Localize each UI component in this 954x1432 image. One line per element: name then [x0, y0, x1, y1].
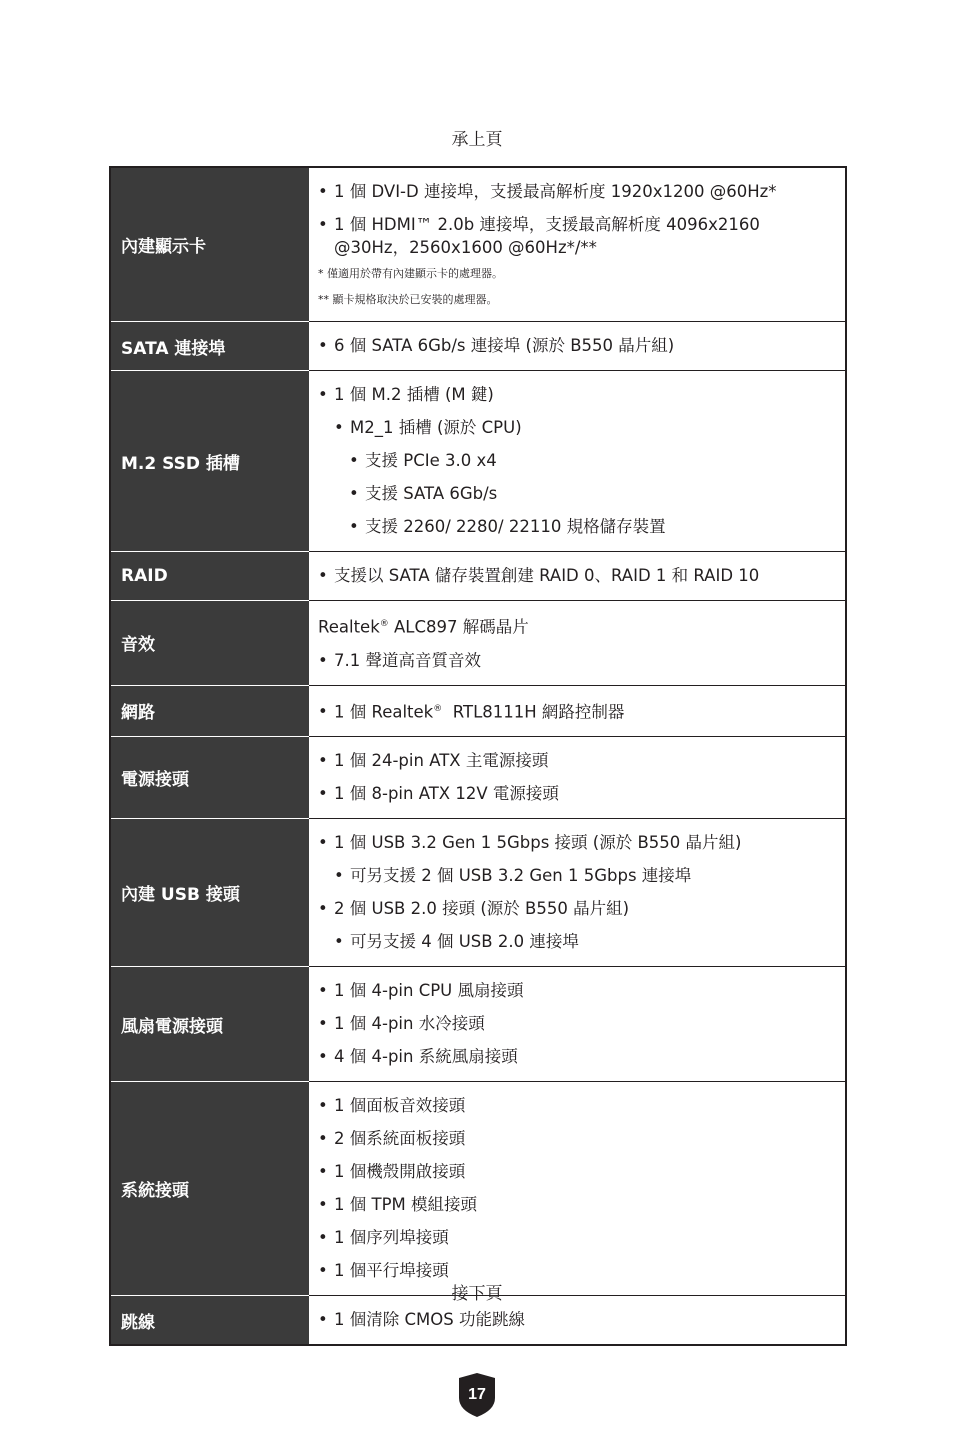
list-item: 支援以 SATA 儲存裝置創建 RAID 0、RAID 1 和 RAID 10	[334, 566, 760, 585]
list-item: 可另支援 4 個 USB 2.0 連接埠	[350, 932, 579, 951]
continued-from-previous: 承上頁	[451, 130, 503, 150]
list-item: 1 個 HDMI™ 2.0b 連接埠，支援最高解析度 4096x2160	[334, 215, 760, 234]
list-item: 1 個 4-pin CPU 風扇接頭	[334, 981, 524, 1000]
list-item: 1 個清除 CMOS 功能跳線	[334, 1310, 525, 1329]
spec-row-power	[110, 737, 846, 819]
spec-row-fan	[110, 967, 846, 1082]
row-label: RAID	[110, 552, 309, 601]
row-label: M.2 SSD 插槽	[110, 371, 309, 552]
list-item: M2_1 插槽 (源於 CPU)	[350, 418, 522, 437]
row-value: • 1 個清除 CMOS 功能跳線	[318, 1310, 525, 1329]
spec-row-graphics	[110, 167, 846, 322]
row-value: • 6 個 SATA 6Gb/s 連接埠 (源於 B550 晶片組)	[309, 322, 846, 371]
list-item: 1 個 8-pin ATX 12V 電源接頭	[334, 784, 559, 803]
list-item: 4 個 4-pin 系統風扇接頭	[334, 1047, 518, 1066]
row-label: 電源接頭	[110, 737, 309, 819]
spec-table	[109, 166, 847, 1346]
row-label: 內建顯示卡	[110, 167, 309, 322]
list-item: 6 個 SATA 6Gb/s 連接埠 (源於 B550 晶片組)	[334, 336, 675, 355]
spec-row-raid	[110, 552, 846, 601]
audio-codec: Realtek® ALC897 解碼晶片	[318, 617, 529, 637]
list-item: 1 個機殼開啟接頭	[334, 1162, 466, 1181]
row-value: • 1 個 4-pin CPU 風扇接頭 • 1 個 4-pin 水冷接頭 • 4 個 4-pin 系統風扇接頭	[309, 967, 846, 1082]
footnote: * 僅適用於帶有內建顯示卡的處理器。	[318, 267, 503, 280]
list-item: 1 個序列埠接頭	[334, 1228, 449, 1247]
list-item: 2 個系統面板接頭	[334, 1129, 466, 1148]
list-item: 1 個 4-pin 水冷接頭	[334, 1014, 485, 1033]
spec-row-system	[110, 1082, 846, 1296]
list-item: 1 個面板音效接頭	[334, 1096, 466, 1115]
row-value: • 1 個 DVI-D 連接埠，支援最高解析度 1920x1200 @60Hz* • 1 個 HDMI™ 2.0b 連接埠，支援最高解析度 4096x2160 @30Hz，2560x1600 @60Hz*/** * 僅適用於帶有內建顯示卡的處理器。 ** 顯卡規格取決於已安裝的處理器。	[309, 167, 846, 322]
footnote: ** 顯卡規格取決於已安裝的處理器。	[318, 293, 498, 306]
row-value: • 1 個 Realtek® RTL8111H 網路控制器	[309, 685, 846, 737]
spec-row-usb	[110, 819, 846, 967]
page-number-badge	[457, 1372, 497, 1418]
row-label: 音效	[110, 601, 309, 686]
row-label: 系統接頭	[110, 1082, 309, 1296]
list-item: 支援 SATA 6Gb/s	[365, 484, 498, 503]
list-item: 1 個 M.2 插槽 (M 鍵)	[334, 385, 494, 404]
row-label: 網路	[110, 685, 309, 737]
row-value: • 1 個面板音效接頭 • 2 個系統面板接頭 • 1 個機殼開啟接頭 • 1 個 TPM 模組接頭 • 1 個序列埠接頭 • 1 個平行埠接頭	[309, 1082, 846, 1296]
row-value: • 1 個 M.2 插槽 (M 鍵) • M2_1 插槽 (源於 CPU) • 支援 PCIe 3.0 x4 • 支援 SATA 6Gb/s • 支援 2260/ 2280/ 22110 規格儲存裝置	[309, 371, 846, 552]
list-item: 支援 2260/ 2280/ 22110 規格儲存裝置	[365, 517, 666, 536]
list-item: 1 個 USB 3.2 Gen 1 5Gbps 接頭 (源於 B550 晶片組)	[334, 833, 742, 852]
row-label: SATA 連接埠	[110, 322, 309, 371]
spec-row-audio	[110, 601, 846, 686]
list-item: 1 個 24-pin ATX 主電源接頭	[334, 751, 549, 770]
spec-row-sata	[110, 322, 846, 371]
page-number: 17	[468, 1386, 486, 1403]
list-item-continued: @30Hz，2560x1600 @60Hz*/**	[334, 238, 597, 257]
row-label: 跳線	[110, 1296, 309, 1346]
row-label: 內建 USB 接頭	[110, 819, 309, 967]
continued-on-next: 接下頁	[451, 1284, 503, 1304]
row-label: 風扇電源接頭	[110, 967, 309, 1082]
list-item: 1 個 TPM 模組接頭	[334, 1195, 477, 1214]
list-item: 可另支援 2 個 USB 3.2 Gen 1 5Gbps 連接埠	[350, 866, 692, 885]
list-item: 7.1 聲道高音質音效	[334, 650, 481, 670]
spec-row-lan	[110, 685, 846, 737]
row-value: Realtek® ALC897 解碼晶片 • 7.1 聲道高音質音效	[309, 601, 846, 686]
list-item: 支援 PCIe 3.0 x4	[365, 451, 497, 470]
row-value: • 1 個 USB 3.2 Gen 1 5Gbps 接頭 (源於 B550 晶片組) • 可另支援 2 個 USB 3.2 Gen 1 5Gbps 連接埠 • 2 個 USB 2.0 接頭 (源於 B550 晶片組) • 可另支援 4 個 USB 2.0 連接埠	[309, 819, 846, 967]
spec-row-m2	[110, 371, 846, 552]
list-item: 1 個 DVI-D 連接埠，支援最高解析度 1920x1200 @60Hz*	[334, 182, 777, 201]
list-item: 1 個平行埠接頭	[334, 1261, 449, 1280]
list-item: 2 個 USB 2.0 接頭 (源於 B550 晶片組)	[334, 899, 630, 918]
row-value: • 支援以 SATA 儲存裝置創建 RAID 0、RAID 1 和 RAID 10	[309, 552, 846, 601]
row-value: • 1 個 24-pin ATX 主電源接頭 • 1 個 8-pin ATX 12V 電源接頭	[309, 737, 846, 819]
